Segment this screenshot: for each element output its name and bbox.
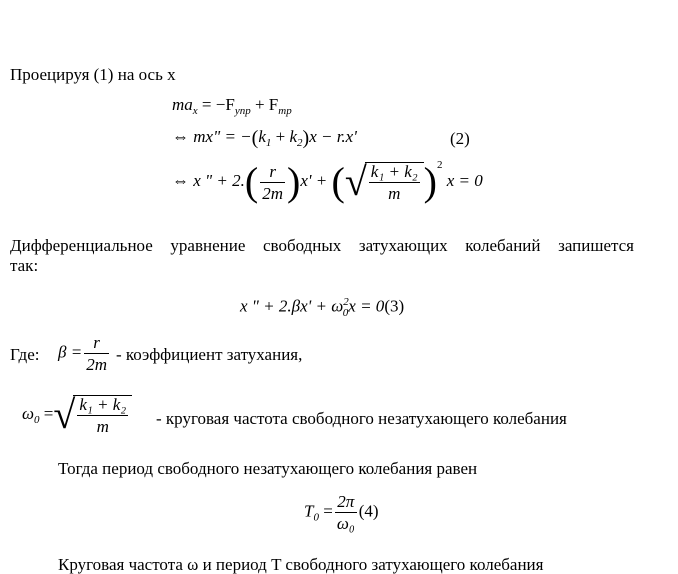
eq5-label: (4) [358,501,379,521]
equation-newton [172,96,292,117]
omega-lhs: ω [22,403,35,423]
eq2-iff: ⇔ [172,127,189,146]
eq3-sqrt-den: m [388,184,401,204]
eq5-fraction [335,493,357,532]
eq1-lhs-sub: x [192,105,198,117]
beta-num: r [84,334,109,354]
eq5-num: 2π [335,493,357,513]
eq1-sub1: упр [234,105,251,117]
eq4-sub: 0 [342,306,349,319]
equation-4-period [304,493,379,532]
eq2-k1: k [258,127,266,146]
where-label: Где: [10,345,40,364]
eq4-start: x " + 2.βx' + ω [240,296,344,316]
beta-lhs: β = [58,342,83,362]
eq4-end: x = 0 [348,296,385,316]
eq3-start: x " + 2. [189,171,245,190]
omega-den: m [96,417,109,436]
equation-beta [58,334,111,373]
eq3-sqrt-num: k₁ + k₂ [370,162,418,182]
eq2-plus: + [271,127,290,146]
eq3-den: 2m [262,183,284,203]
beta-den: 2m [86,355,107,374]
beta-description: - коэффициент затухания, [116,345,303,364]
eq3-sqrt: √ $\frac{\text{k₁ + k₂}}{m}$ [345,162,424,202]
equation-omega0 [22,392,132,437]
paragraph-damped-frequency: Круговая частота ω и период T свободного затухающего колебания [58,555,544,574]
eq5-den: ω₀ [336,514,355,533]
eq1-eq: = −F [197,95,235,114]
paragraph-period: Тогда период свободного незатухающего колебания равен [58,459,478,478]
eq2-body1: mx" = − [189,127,252,146]
omega-description: - круговая частота свободного незатухающего колебания [156,409,567,428]
eq3-power: 2 [437,159,443,171]
equation-3: ⇔ x " + 2.( $\frac{r}{2m}$ )x' + (√ $\frac{\text{k₁ + k₂}}{m}$ )$^2$ x = 0 [172,159,483,205]
eq1-sub2: тр [278,105,292,117]
eq3-iff: ⇔ [172,171,189,190]
omega-lhs-sub: 0 [34,413,40,426]
eq3-fraction [260,163,285,202]
eq4-label: (3) [384,296,405,316]
eq2-k1-sub: 1 [265,137,272,149]
eq3-end: x = 0 [442,171,483,190]
equation-2-label: (2) [450,129,470,148]
eq1-plus: + F [250,95,279,114]
equation-2: ⇔ mx" = $-(k_1 + k_2)x - r.x'$ [172,127,357,150]
paragraph-diff-eq-line1: Дифференциальное уравнение свободных затухающих колебаний запишется [10,236,634,255]
eq2-body2: x − r.x' [309,127,357,146]
omega-sqrt: √ $\frac{\text{k₁ + k₂}}{m}$ [53,395,132,435]
eq4-sup: 2 [343,296,349,308]
eq3-mid: x' + [300,171,332,190]
paragraph-projection: Проецируя (1) на ось x [10,65,176,84]
equation-3-damped [240,297,404,319]
beta-fraction [84,334,109,373]
omega-eq: = [39,403,54,423]
omega-num: k₁ + k₂ [79,395,127,414]
paragraph-diff-eq-line2: так: [10,256,39,275]
eq5-lhs: T [304,501,314,521]
eq2-k2: k [289,127,298,146]
eq3-num: r [260,163,285,183]
eq5-eq: = [318,501,333,521]
eq2-k2-sub: 2 [297,137,303,149]
eq1-lhs: ma [172,95,193,114]
eq5-lhs-sub: 0 [313,511,319,524]
